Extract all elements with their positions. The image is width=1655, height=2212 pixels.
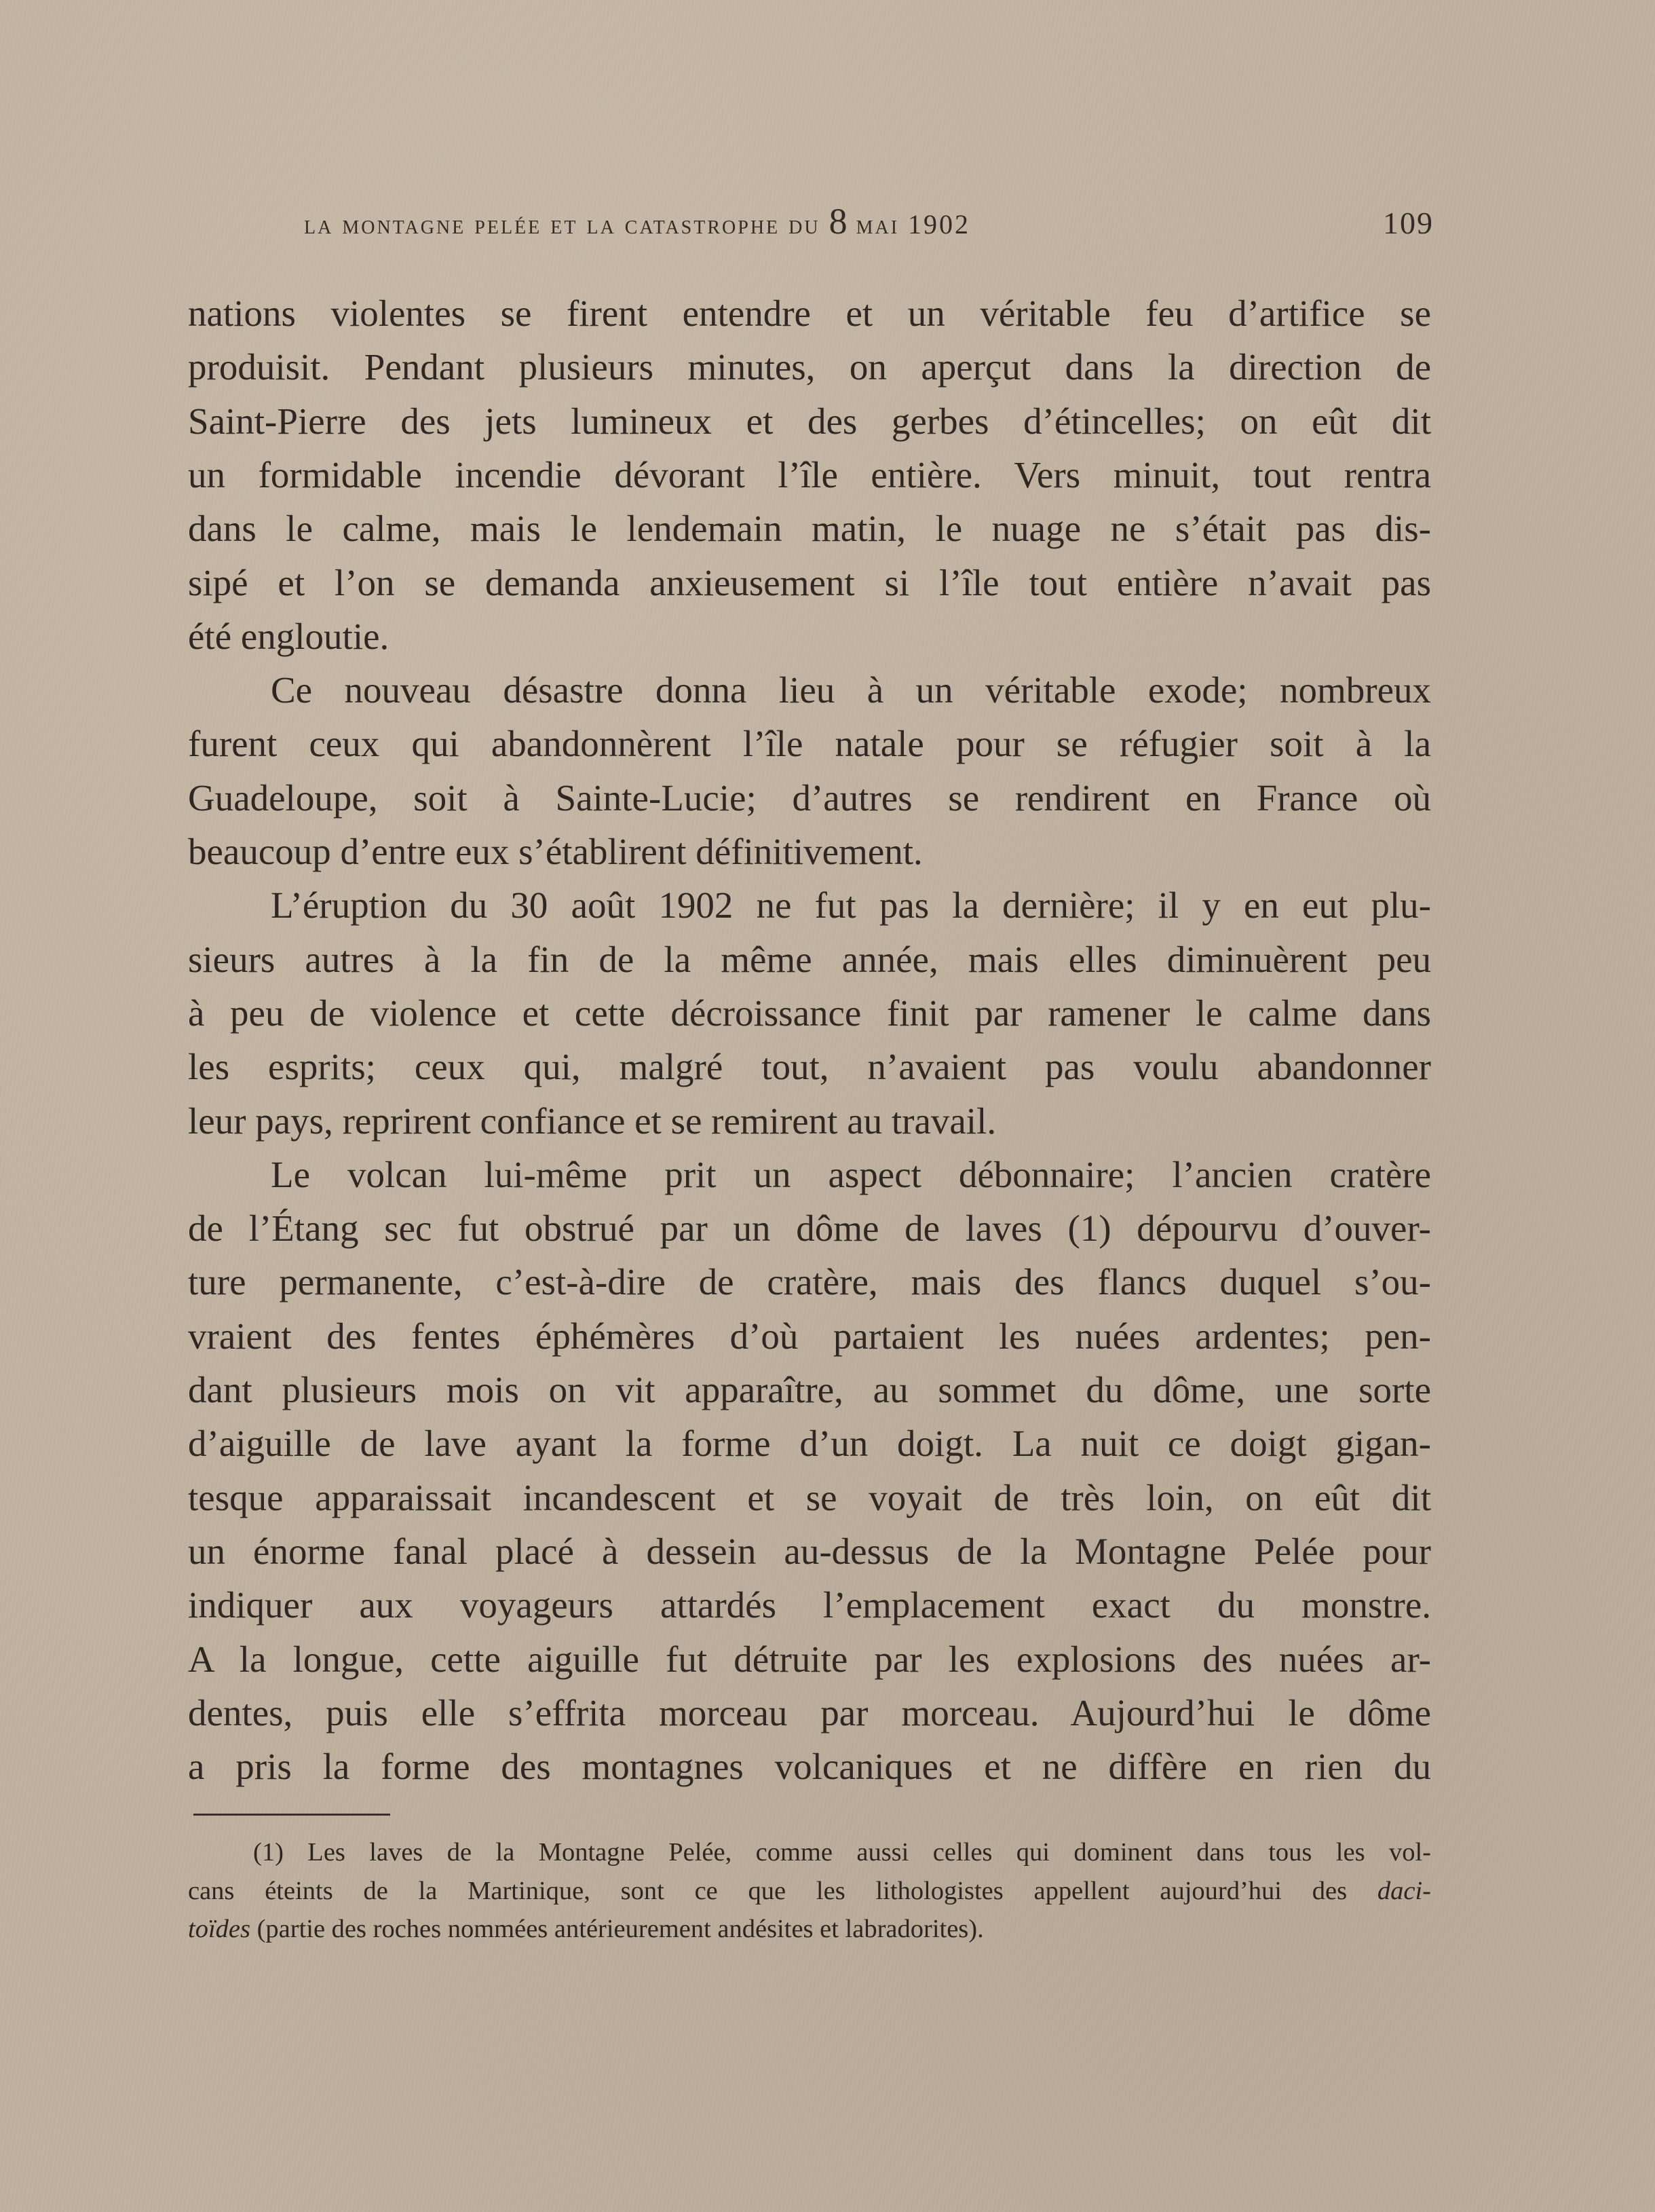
- body-line: A la longue, cette aiguille fut détruite par les explosions des nuées ar-: [188, 1638, 1431, 1680]
- body-line: Le volcan lui-même prit un aspect débonnaire; l’ancien cratère: [271, 1153, 1431, 1195]
- body-line: Ce nouveau désastre donna lieu à un véritable exode; nombreux: [271, 669, 1431, 711]
- footnote-text: cans éteints de la Martinique, sont ce que les lithologistes appellent aujourd’hui des: [188, 1877, 1377, 1905]
- running-head-title-part1: la montagne pelée et la catastrophe du: [304, 209, 829, 240]
- body-line: nations violentes se firent entendre et un véritable feu d’artifice se: [188, 293, 1431, 334]
- body-line: d’aiguille de lave ayant la forme d’un doigt. La nuit ce doigt gigan-: [188, 1423, 1431, 1465]
- footnote-line: [188, 1871, 1431, 1911]
- body-line: sieurs autres à la fin de la même année, mais elles diminuèrent peu: [188, 938, 1431, 980]
- footnote-line: [188, 1909, 1431, 1949]
- body-line: L’éruption du 30 août 1902 ne fut pas la dernière; il y en eut plu-: [271, 884, 1431, 926]
- body-line: Guadeloupe, soit à Sainte-Lucie; d’autres se rendirent en France où: [188, 776, 1431, 819]
- body-line: été engloutie.: [188, 615, 389, 657]
- body-line: leur pays, reprirent confiance et se remirent au travail.: [188, 1100, 997, 1142]
- body-line: vraient des fentes éphémères d’où partaient les nuées ardentes; pen-: [188, 1315, 1431, 1357]
- footnote-italic-term: daci-: [1377, 1877, 1431, 1905]
- body-line: a pris la forme des montagnes volcaniques et ne diffère en rien du: [188, 1746, 1431, 1788]
- body-line: un énorme fanal placé à dessein au-dessus de la Montagne Pelée pour: [188, 1530, 1431, 1572]
- body-line: furent ceux qui abandonnèrent l’île natale pour se réfugier soit à la: [188, 723, 1431, 765]
- body-line: Saint-Pierre des jets lumineux et des gerbes d’étincelles; on eût dit: [188, 400, 1431, 442]
- running-head-title: [304, 201, 970, 245]
- body-line: dans le calme, mais le lendemain matin, le nuage ne s’était pas dis-: [188, 508, 1431, 550]
- footnote-rule: [193, 1814, 390, 1816]
- body-line: de l’Étang sec fut obstrué par un dôme de laves (1) dépourvu d’ouver-: [188, 1207, 1431, 1250]
- body-line: ture permanente, c’est-à-dire de cratère, mais des flancs duquel s’ou-: [188, 1261, 1431, 1303]
- body-line: sipé et l’on se demanda anxieusement si l’île tout entière n’avait pas: [188, 561, 1431, 603]
- body-line: indiquer aux voyageurs attardés l’emplacement exact du monstre.: [188, 1584, 1431, 1626]
- page-number: 109: [1383, 206, 1434, 240]
- footnote-italic-term: toïdes: [188, 1915, 250, 1943]
- body-line: produisit. Pendant plusieurs minutes, on aperçut dans la direction de: [188, 346, 1431, 388]
- body-line: un formidable incendie dévorant l’île entière. Vers minuit, tout rentra: [188, 453, 1431, 495]
- footnote-line: [188, 1833, 1431, 1872]
- body-line: dentes, puis elle s’effrita morceau par morceau. Aujourd’hui le dôme: [188, 1691, 1431, 1733]
- body-line: beaucoup d’entre eux s’établirent définitivement.: [188, 831, 923, 872]
- running-head: [304, 201, 1434, 242]
- body-line: les esprits; ceux qui, malgré tout, n’avaient pas voulu abandonner: [188, 1046, 1431, 1088]
- footnote-text: (partie des roches nommées antérieurement andésites et labradorites).: [250, 1915, 984, 1943]
- running-head-title-part2: mai 1902: [847, 209, 971, 240]
- body-line: à peu de violence et cette décroissance finit par ramener le calme dans: [188, 992, 1431, 1034]
- running-head-title-digit: 8: [829, 201, 848, 242]
- footnote-text: (1) Les laves de la Montagne Pelée, comme aussi celles qui dominent dans tous les vol-: [253, 1838, 1431, 1867]
- body-line: tesque apparaissait incandescent et se voyait de très loin, on eût dit: [188, 1476, 1431, 1518]
- body-line: dant plusieurs mois on vit apparaître, au sommet du dôme, une sorte: [188, 1369, 1431, 1410]
